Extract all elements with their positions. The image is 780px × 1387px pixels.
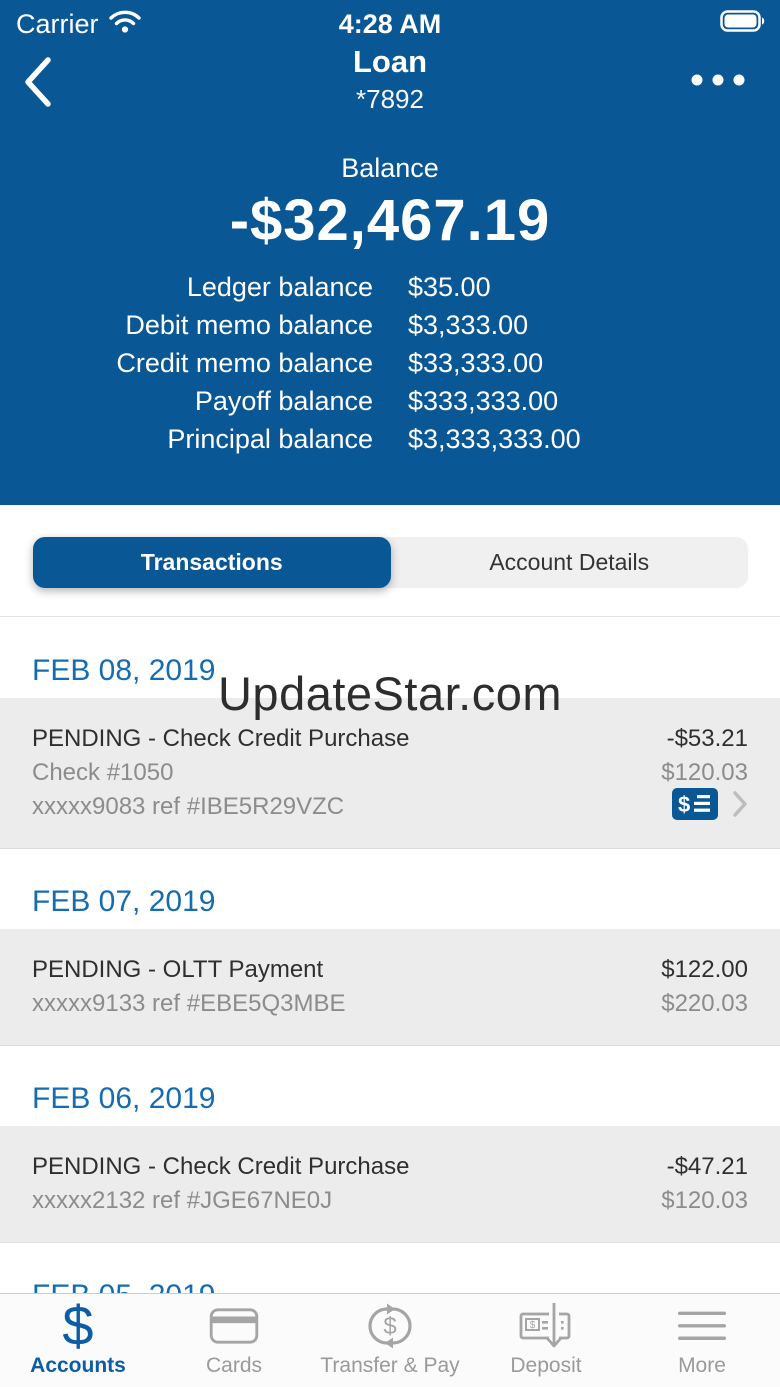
transaction-list [0,618,780,1387]
balance-detail-row [0,420,780,458]
transaction-group [0,654,780,849]
dollar-icon: $ [62,1294,94,1357]
page-title: Loan [352,44,428,79]
tabs-section [0,505,780,617]
balance-summary [0,152,780,458]
balance-detail-value: $33,333.00 [408,348,544,378]
tab-account-details[interactable]: Account Details [391,537,749,588]
tab-label: Transfer & Pay [320,1354,460,1377]
transaction-row[interactable] [0,929,780,1046]
tab-item-transfer-pay[interactable] [312,1294,468,1387]
segmented-control [33,537,748,588]
balance-detail-value: $3,333.00 [408,310,529,340]
account-number: *7892 [356,84,424,114]
chevron-left-icon [22,96,52,111]
transaction-group [0,1082,780,1243]
status-bar [0,0,780,44]
battery-icon [720,10,766,37]
txn-detail: Check #1050 [32,759,174,786]
txn-title: PENDING - Check Credit Purchase [32,1153,410,1180]
back-button[interactable] [22,56,52,111]
svg-text:$: $ [383,1313,397,1340]
svg-text:$: $ [678,791,691,817]
more-options-button[interactable] [690,74,746,89]
balance-detail-label: Ledger balance [186,272,373,302]
group-date: FEB 07, 2019 [32,885,216,918]
txn-balance-after: $220.03 [661,990,748,1017]
tab-label: More [678,1354,726,1377]
txn-title: PENDING - OLTT Payment [32,956,324,983]
wifi-icon [108,8,142,41]
chevron-right-icon [732,790,748,825]
txn-reference: xxxxx9083 ref #IBE5R29VZC [32,793,345,820]
group-date: FEB 08, 2019 [32,654,216,687]
transaction-row[interactable] [0,698,780,849]
balance-detail-row [0,306,780,344]
txn-balance-after: $120.03 [661,1187,748,1214]
tab-label: Deposit [510,1354,582,1377]
txn-amount: -$53.21 [666,725,748,752]
tab-item-deposit[interactable] [468,1294,624,1387]
txn-amount: $122.00 [661,956,748,983]
balance-detail-label: Payoff balance [194,386,373,416]
check-image-icon[interactable] [672,788,718,827]
account-header [0,0,780,505]
tab-item-cards[interactable] [156,1294,312,1387]
svg-text:$: $ [529,1320,536,1331]
tab-label: Accounts [30,1354,126,1377]
balance-detail-label: Principal balance [167,424,373,454]
deposit-icon [518,1300,574,1352]
balance-detail-value: $35.00 [408,272,491,302]
tab-item-accounts[interactable] [0,1294,156,1387]
group-date: FEB 06, 2019 [32,1082,216,1115]
nav-bar [0,44,780,116]
balance-amount: -$32,467.19 [229,188,551,253]
balance-label: Balance [341,153,439,183]
transfer-icon [364,1300,416,1352]
balance-details [0,268,780,458]
bottom-tab-bar [0,1293,780,1387]
transaction-row[interactable] [0,1126,780,1243]
balance-detail-value: $333,333.00 [408,386,559,416]
balance-detail-row [0,268,780,306]
txn-reference: xxxxx2132 ref #JGE67NE0J [32,1187,333,1214]
txn-reference: xxxxx9133 ref #EBE5Q3MBE [32,990,346,1017]
ellipsis-icon [690,74,746,89]
txn-balance-after: $120.03 [661,759,748,786]
balance-detail-label: Debit memo balance [125,310,373,340]
status-time: 4:28 AM [338,9,442,39]
balance-detail-label: Credit memo balance [116,348,373,378]
tab-label: Cards [205,1354,263,1377]
balance-detail-row [0,382,780,420]
txn-amount: -$47.21 [666,1153,748,1180]
transaction-group [0,885,780,1046]
balance-detail-row [0,344,780,382]
tab-transactions[interactable]: Transactions [33,537,391,588]
more-icon [678,1300,726,1352]
watermark: UpdateStar.com [217,667,562,720]
txn-title: PENDING - Check Credit Purchase [32,725,410,752]
card-icon [209,1300,259,1352]
tab-item-more[interactable] [624,1294,780,1387]
balance-detail-value: $3,333,333.00 [408,424,581,454]
carrier-label: Carrier [16,9,99,39]
